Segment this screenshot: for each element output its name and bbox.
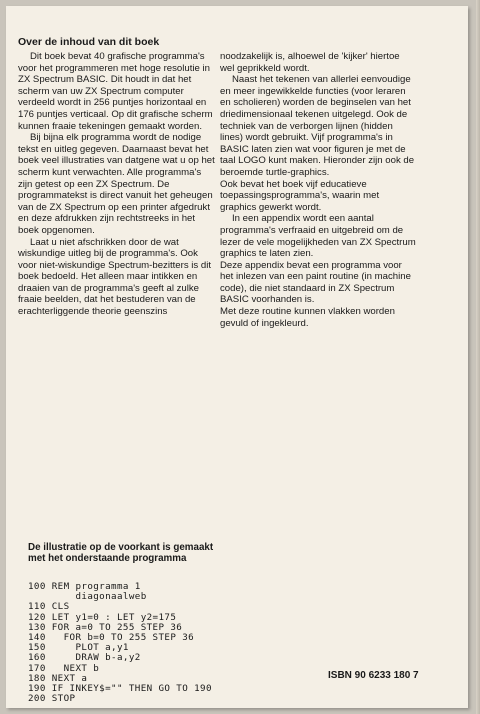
illustration-heading: De illustratie op de voorkant is gemaakt met het onderstaande programma (28, 542, 214, 564)
paragraph: Laat u niet afschrikken door de wat wiskundige uitleg bij de programma's. Ook voor niet-wiskundige Spectrum-bezitters is dit boek bedoeld. Het alleen maar intikken en draaien van de programma's geeft al zulke fraaie beelden, dat het bestuderen van de erachterliggende theorie geenszins (18, 236, 212, 318)
code-line: 100 REM programma 1 (28, 581, 141, 592)
left-column (18, 51, 216, 318)
paragraph: Met deze routine kunnen vlakken worden gevuld of ingekleurd. (220, 306, 395, 329)
paragraph: Ook bevat het boek vijf educatieve toepassingsprogramma's, waarin met graphics gewerkt wordt. (220, 178, 380, 213)
code-line: 120 LET y1=0 : LET y2=175 (28, 611, 177, 623)
paragraph: Naast het tekenen van allerlei eenvoudige en meer ingewikkelde functies (voor leraren en scholieren) worden de beginselen van het driedimensionaal tekenen uitgelegd. Ook de techniek van de verborgen lijnen (hidden lines) wordt gebruikt. Vijf programma's in BASIC laten zien wat voor figuren je met de taal LOGO kunt maken. Hieronder zijn ook de beroemde turtle-graphics. (220, 74, 415, 178)
paragraph: In een appendix wordt een aantal programma's verfraaid en uitgebreid om de lezer de vele mogelijkheden van ZX Spectrum graphics te laten zien. (220, 213, 416, 260)
page-edge (476, 0, 480, 714)
code-line: 180 NEXT a (28, 672, 88, 684)
code-line: diagonaalweb (28, 591, 147, 603)
right-column (220, 51, 416, 329)
paragraph: Dit boek bevat 40 grafische programma's voor het programmeren met hoge resolutie in ZX Spectrum BASIC. Dit houdt in dat het scherm van uw ZX Spectrum computer verdeeld wordt in 256 puntjes horizontaal en 176 puntjes verticaal. Op dit grafische scherm kunnen fraaie tekeningen gemaakt worden. (18, 51, 213, 132)
code-line: 200 STOP (28, 693, 76, 705)
code-line: 110 CLS (28, 601, 70, 613)
paragraph: Deze appendix bevat een programma voor het inlezen van een paint routine (in machine code), die niet standaard in ZX Spectrum BASIC voorhanden is. (220, 259, 411, 306)
isbn: ISBN 90 6233 180 7 (328, 670, 419, 681)
back-cover (6, 6, 468, 708)
code-line: 160 DRAW b-a,y2 (28, 652, 141, 664)
basic-listing (28, 582, 212, 704)
paragraph: Bij bijna elk programma wordt de nodige tekst en uitleg gegeven. Daarnaast bevat het boek veel illustraties van datgene wat u op het scherm kunt verwachten. Alle programma's zijn getest op een ZX Spectrum. De programmatekst is direct vanuit het geheugen van de ZX Spectrum op een printer afgedrukt en deze afdrukken zijn rechtstreeks in het boek opgenomen. (18, 132, 215, 236)
code-line: 130 FOR a=0 TO 255 STEP 36 (28, 621, 183, 633)
section-heading: Over de inhoud van dit boek (18, 36, 160, 48)
code-line: 170 NEXT b (28, 662, 100, 674)
paragraph: noodzakelijk is, alhoewel de 'kijker' hiertoe wel geprikkeld wordt. (220, 51, 400, 74)
code-line: 190 IF INKEY$="" THEN GO TO 190 (28, 683, 212, 695)
code-line: 140 FOR b=0 TO 255 STEP 36 (28, 632, 195, 644)
code-line: 150 PLOT a,y1 (28, 642, 129, 654)
